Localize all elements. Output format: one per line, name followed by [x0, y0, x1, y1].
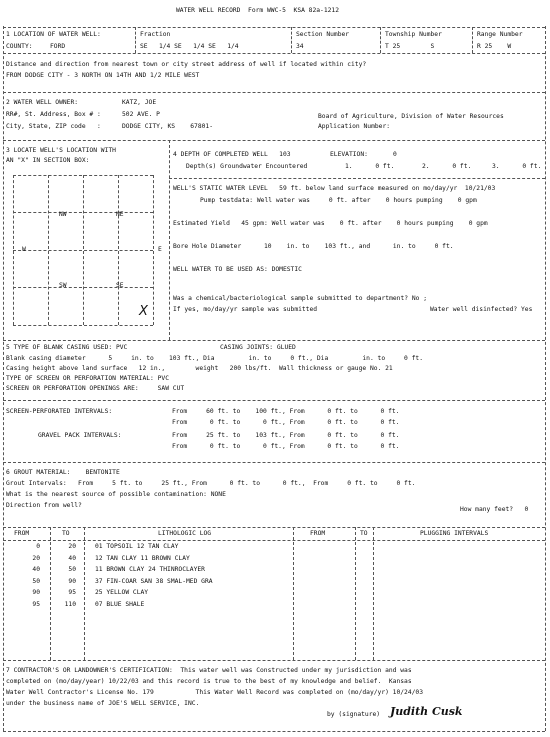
rule [153, 175, 154, 325]
perforated-interval-1: From 60 ft. to 100 ft., From 0 ft. to 0 ft. [172, 408, 400, 415]
section-label: Section Number [296, 31, 350, 38]
log-lithology-header: LITHOLOGIC LOG [158, 530, 212, 537]
rule [293, 527, 294, 660]
rule [472, 27, 473, 53]
directions-label: Distance and direction from nearest town or city street address of well if located within city? [6, 61, 367, 68]
groundwater-label: Depth(s) Groundwater Encountered [186, 163, 308, 170]
directions-value: FROM DODGE CITY - 3 NORTH ON 14TH AND 1/2 MILE WEST [6, 72, 200, 79]
gravel-label: GRAVEL PACK INTERVALS: [38, 432, 122, 439]
casing-type: 5 TYPE OF BLANK CASING USED: PVC [6, 344, 128, 351]
log-description: 12 TAN CLAY 11 BROWN CLAY [95, 555, 190, 562]
how-many-feet: How many feet? 0 [460, 506, 529, 513]
bore-diameter: Bore Hole Diameter 10 in. to 103 ft., and in. to 0 ft. [173, 243, 454, 250]
certification-line-2: completed on (mo/day/year) 10/22/03 and this record is true to the best of my knowledge and belief. Kansas [6, 678, 412, 685]
section-value: 34 [296, 43, 304, 50]
city-value: DODGE CITY, KS 67801- [122, 123, 213, 130]
fraction-label: Fraction [140, 31, 171, 38]
screen-material: TYPE OF SCREEN OR PERFORATION MATERIAL: PVC [6, 375, 170, 382]
certification-line-4: under the business name of JOE'S WELL SERVICE, INC. [6, 700, 200, 707]
log-description: 07 BLUE SHALE [95, 601, 145, 608]
casing-height: Casing height above land surface 12 in., weight 200 lbs/ft. Wall thickness or gauge No. 21 [6, 365, 393, 372]
section-grid [13, 175, 153, 325]
perforated-label: SCREEN-PERFORATED INTERVALS: [6, 408, 113, 415]
quadrant-nw: NW [59, 211, 67, 218]
static-level: WELL'S STATIC WATER LEVEL 59 ft. below land surface measured on mo/day/yr 10/21/03 [173, 185, 496, 192]
city-label: City, State, ZIP code : [6, 123, 101, 130]
well-location-mark: X [139, 304, 148, 319]
groundwater-2: 2. 0 ft. [422, 163, 472, 170]
plug-to-header: TO [360, 530, 368, 537]
grout-material: 6 GROUT MATERIAL: BENTONITE [6, 469, 120, 476]
rule [13, 250, 153, 251]
casing-diameter: Blank casing diameter 5 in. to 103 ft., Dia in. to 0 ft., Dia in. to 0 ft. [6, 355, 424, 362]
county-value: FORD [50, 43, 66, 50]
rule [380, 27, 381, 53]
disinfected: Water well disinfected? Yes [430, 306, 533, 313]
quadrant-sw: SW [59, 282, 67, 289]
chemical-sample: Was a chemical/bacteriological sample submitted to department? No ; [173, 295, 428, 302]
estimated-yield: Estimated Yield 45 gpm: Well water was 0 ft. after 0 hours pumping 0 gpm [173, 220, 488, 227]
completed-depth: 4 DEPTH OF COMPLETED WELL 103 [173, 151, 291, 158]
groundwater-3: 3. 0 ft. [492, 163, 542, 170]
rule [373, 527, 374, 660]
quadrant-se: SE [116, 282, 124, 289]
contamination-source: What is the nearest source of possible contamination: NONE [6, 491, 226, 498]
rule [3, 462, 545, 463]
log-to: 20 [68, 543, 76, 550]
direction-w: W [22, 246, 26, 253]
location-header: 1 LOCATION OF WATER WELL: [6, 31, 101, 38]
form-title: WATER WELL RECORD Form WWC-5 KSA 82a-1212 [176, 7, 340, 14]
range-value: R 25 W [477, 43, 512, 50]
quadrant-ne: NE [116, 211, 124, 218]
owner-name: KATZ, JOE [122, 99, 157, 106]
board-text: Board of Agriculture, Division of Water Resources [318, 113, 504, 120]
gravel-interval-2: From 0 ft. to 0 ft., From 0 ft. to 0 ft. [172, 443, 400, 450]
left-border [3, 26, 4, 731]
county-label: COUNTY: [6, 43, 33, 50]
fraction-value: SE 1/4 SE 1/4 SE 1/4 [140, 43, 239, 50]
log-description: 11 BROWN CLAY 24 THINROCLAYER [95, 566, 205, 573]
groundwater-1: 1. 0 ft. [345, 163, 395, 170]
township-value: T 25 S [385, 43, 435, 50]
rule [3, 92, 545, 93]
rule [3, 53, 545, 54]
log-from: 20 [32, 555, 40, 562]
rule [3, 731, 545, 732]
certification-line-3: Water Well Contractor's License No. 179 This Water Well Record was completed on (mo/day/yr) 10/24/03 [6, 689, 424, 696]
log-from: 0 [36, 543, 40, 550]
log-to: 95 [68, 589, 76, 596]
log-to: 90 [68, 578, 76, 585]
log-to-header: TO [62, 530, 70, 537]
rule [3, 400, 545, 401]
gravel-interval-1: From 25 ft. to 103 ft., From 0 ft. to 0 ft. [172, 432, 400, 439]
application-label: Application Number: [318, 123, 391, 130]
owner-header: 2 WATER WELL OWNER: [6, 99, 79, 106]
log-description: 01 TOPSOIL 12 TAN CLAY [95, 543, 179, 550]
rule [3, 660, 545, 661]
rule [355, 527, 356, 660]
chemical-sample-date: If yes, mo/day/yr sample was submitted [173, 306, 318, 313]
rule [135, 27, 136, 53]
pump-test: Pump testdata: Well water was 0 ft. after 0 hours pumping 0 gpm [200, 197, 477, 204]
address-label: RR#, St. Address, Box # : [6, 111, 101, 118]
direction-from-well: Direction from well? [6, 502, 82, 509]
plug-from-header: FROM [310, 530, 326, 537]
log-from: 95 [32, 601, 40, 608]
rule [13, 175, 153, 176]
rule [169, 140, 170, 340]
right-border [545, 26, 546, 731]
section-box-header: 3 LOCATE WELL'S LOCATION WITH [6, 147, 116, 154]
log-description: 37 FIN-COAR SAN 38 SMAL-MED GRA [95, 578, 213, 585]
section-box-header-2: AN "X" IN SECTION BOX: [6, 157, 90, 164]
screen-openings: SCREEN OR PERFORATION OPENINGS ARE: SAW CUT [6, 385, 185, 392]
log-to: 40 [68, 555, 76, 562]
log-from-header: FROM [14, 530, 30, 537]
log-to: 110 [64, 601, 76, 608]
address-value: 502 AVE. P [122, 111, 160, 118]
signature: Judith Cusk [390, 705, 463, 718]
plugging-intervals-header: PLUGGING INTERVALS [420, 530, 489, 537]
signature-label: by (signature) [327, 711, 381, 718]
rule [3, 27, 545, 28]
rule [13, 287, 153, 288]
elevation-label: ELEVATION: [330, 151, 368, 158]
rule [291, 27, 292, 53]
perforated-interval-2: From 0 ft. to 0 ft., From 0 ft. to 0 ft. [172, 419, 400, 426]
water-use: WELL WATER TO BE USED AS: DOMESTIC [173, 266, 302, 273]
rule [84, 527, 85, 660]
grout-intervals: Grout Intervals: From 5 ft. to 25 ft., From 0 ft. to 0 ft., From 0 ft. to 0 ft. [6, 480, 416, 487]
rule [3, 140, 545, 141]
rule [169, 178, 545, 179]
log-from: 50 [32, 578, 40, 585]
certification-line-1: 7 CONTRACTOR'S OR LANDOWNER'S CERTIFICATION: This water well was Constructed under my jurisdiction and was [6, 667, 412, 674]
log-to: 50 [68, 566, 76, 573]
rule [13, 325, 153, 326]
log-description: 25 YELLOW CLAY [95, 589, 149, 596]
log-from: 90 [32, 589, 40, 596]
rule [3, 340, 545, 341]
rule [13, 212, 153, 213]
range-label: Range Number [477, 31, 523, 38]
direction-e: E [158, 246, 162, 253]
elevation-value: 0 [393, 151, 397, 158]
log-from: 40 [32, 566, 40, 573]
casing-joints: CASING JOINTS: GLUED [220, 344, 296, 351]
township-label: Township Number [385, 31, 442, 38]
